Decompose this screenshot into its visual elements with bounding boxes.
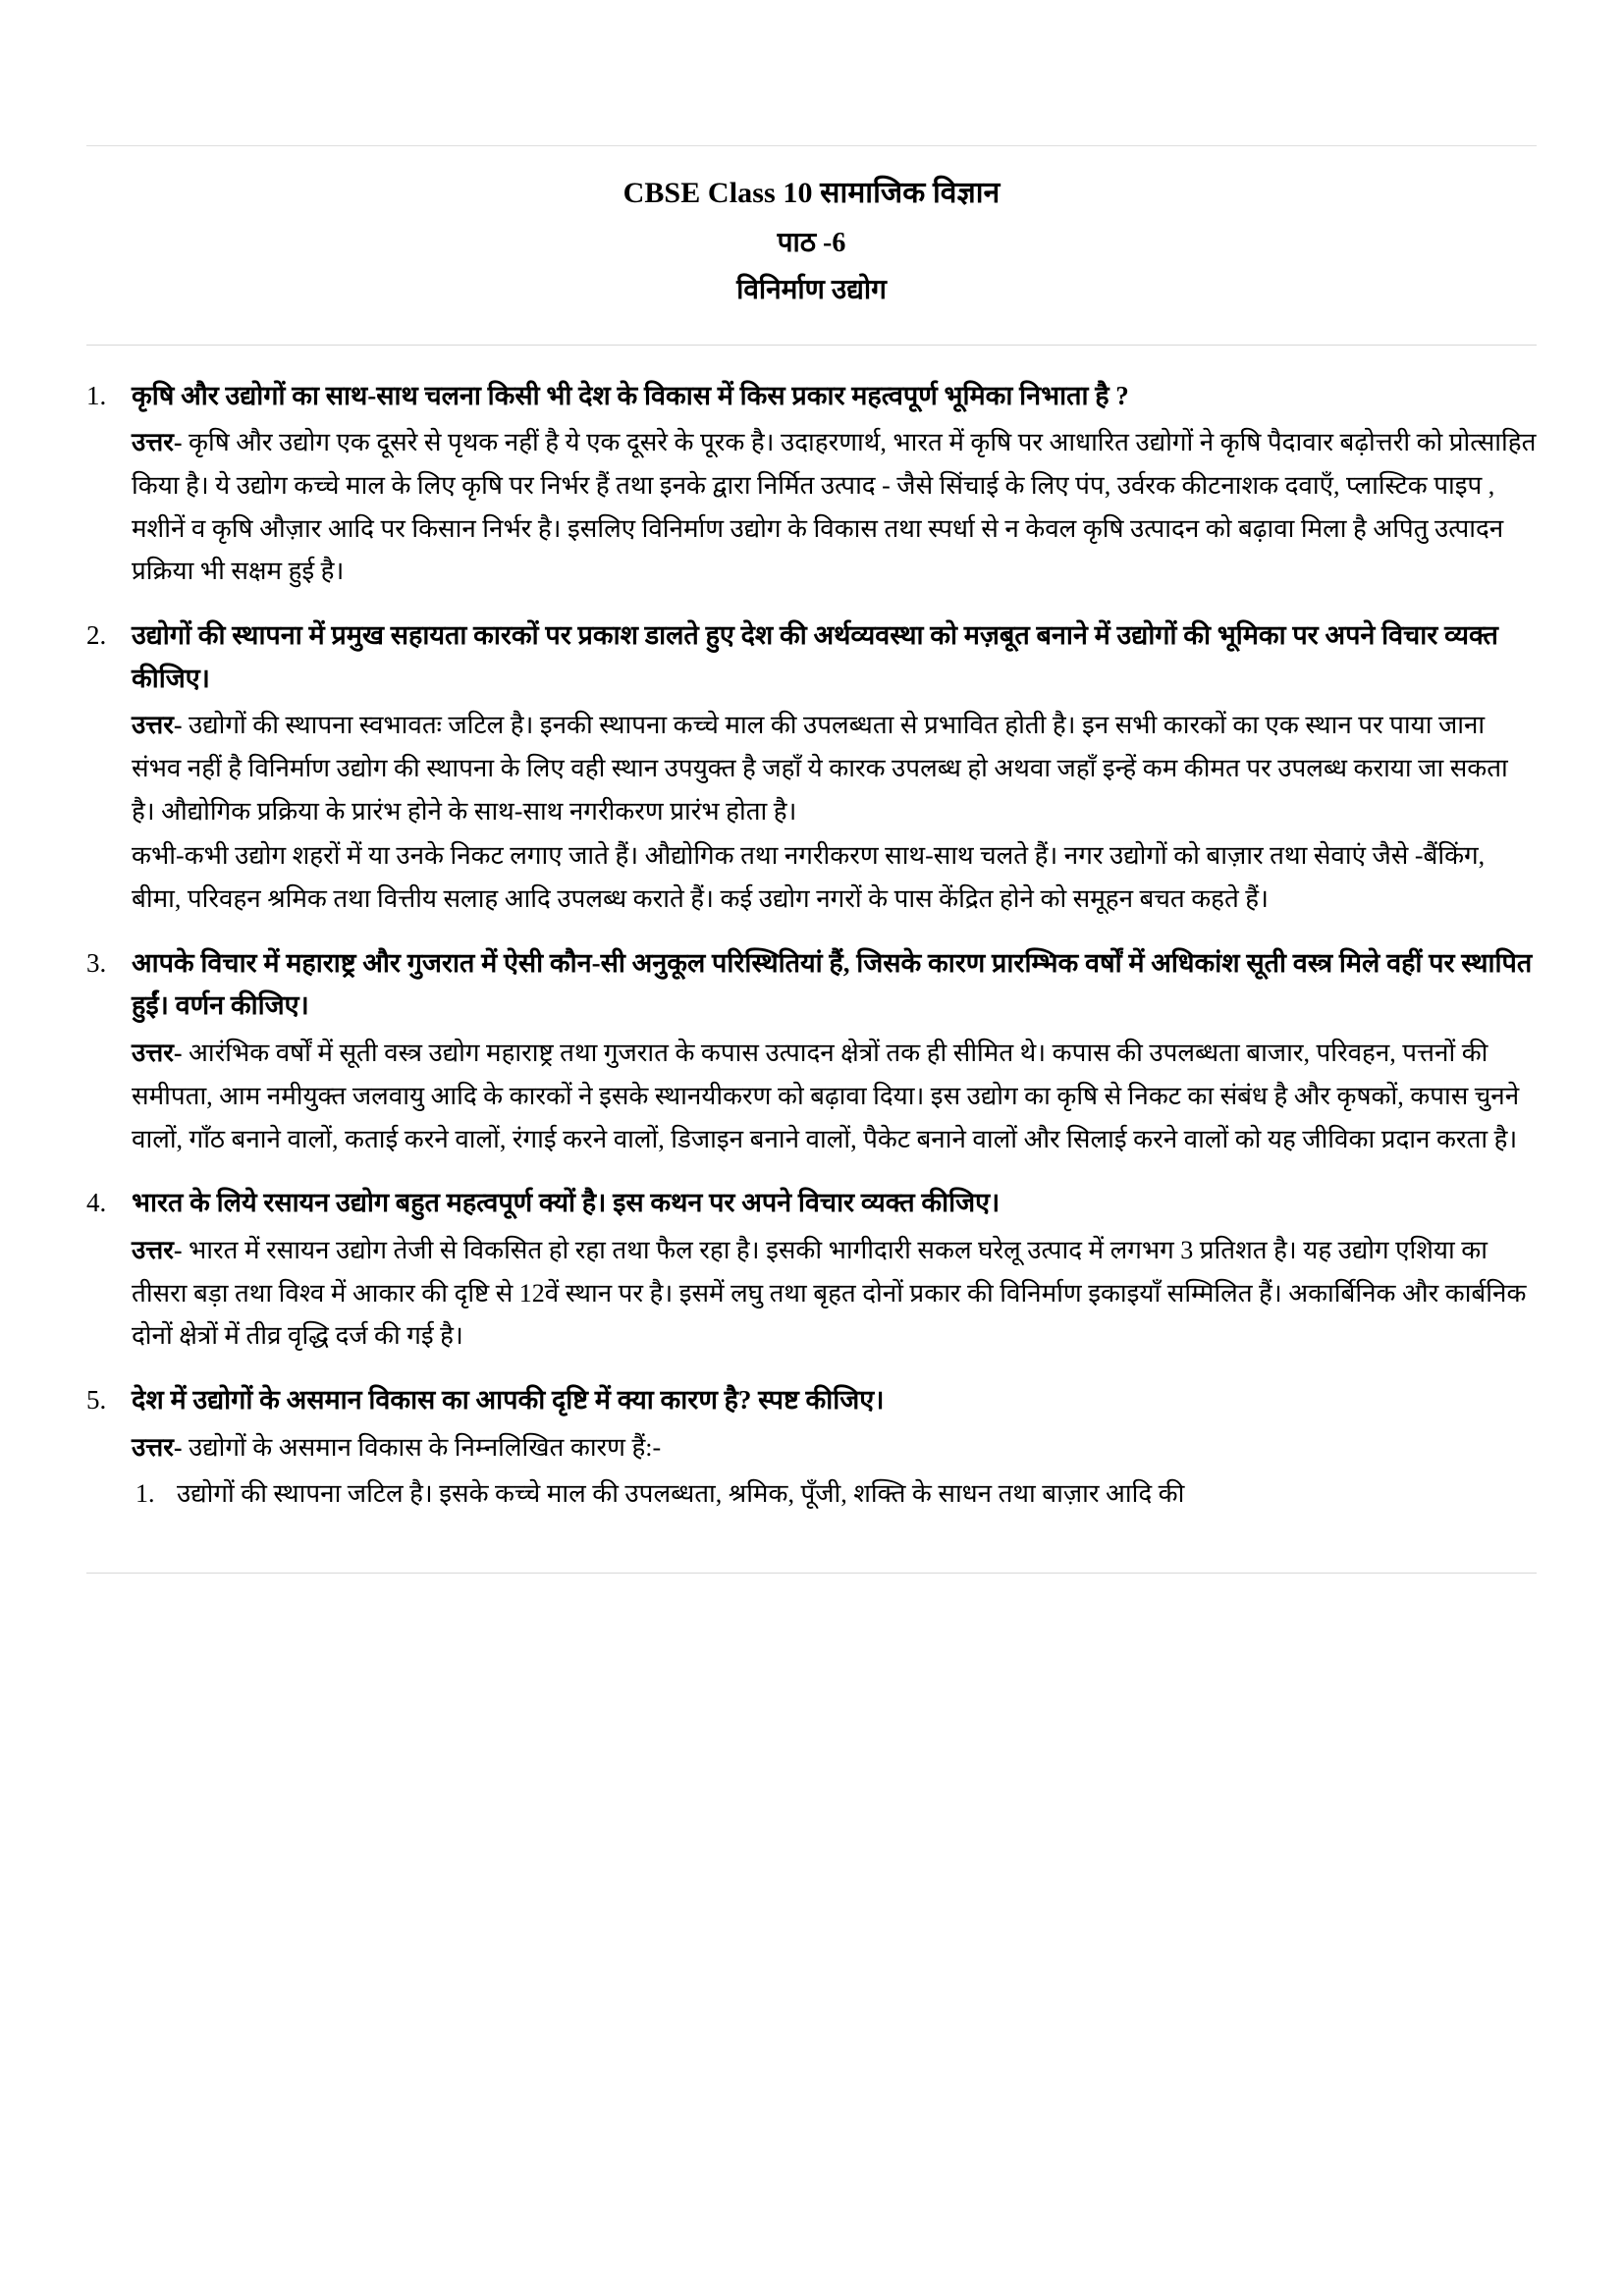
answer-text: कृषि और उद्योग एक दूसरे से पृथक नहीं है ये एक दूसरे के पूरक है। उदाहरणार्थ, भारत में कृषि पर आधारित उद्योगों ने कृषि पैदावार बढ़ोत्तरी को प्रोत्साहित किया है। ये उद्योग कच्चे माल के लिए कृषि पर निर्भर हैं तथा इनके द्वारा निर्मित उत्पाद - जैसे सिंचाई के लिए पंप, उर्वरक कीटनाशक दवाएँ, प्लास्टिक पाइप , मशीनें व कृषि औज़ार आदि पर किसान निर्भर है। इसलिए विनिर्माण उद्योग के विकास तथा स्पर्धा से न केवल कृषि उत्पादन को बढ़ावा मिला है अपितु उत्पादन प्रक्रिया भी सक्षम हुई है। — [132, 428, 1537, 586]
qa-item — [86, 375, 1537, 593]
page-bottom-divider — [86, 1573, 1537, 1574]
question-text: कृषि और उद्योगों का साथ-साथ चलना किसी भी देश के विकास में किस प्रकार महत्वपूर्ण भूमिका निभाता है ? — [132, 380, 1129, 410]
question-text: उद्योगों की स्थापना में प्रमुख सहायता कारकों पर प्रकाश डालते हुए देश की अर्थव्यवस्था को मज़बूत बनाने में उद्योगों की भूमिका पर अपने विचार व्यक्त कीजिए। — [132, 619, 1498, 693]
document-header — [86, 145, 1537, 346]
question-number: 1. — [86, 380, 107, 410]
question-text: देश में उद्योगों के असमान विकास का आपकी दृष्टि में क्या कारण है? स्पष्ट कीजिए। — [132, 1384, 885, 1415]
qa-item — [86, 1182, 1537, 1358]
answer-block — [132, 1426, 1537, 1516]
chapter-number: पाठ -6 — [777, 227, 846, 258]
answer-sub-list — [132, 1472, 1537, 1516]
answer-label: उत्तर- — [132, 1039, 183, 1068]
answer-label: उत्तर- — [132, 428, 183, 457]
qa-item — [86, 942, 1537, 1160]
qa-item — [86, 614, 1537, 921]
question-number: 4. — [86, 1188, 107, 1218]
page-title: CBSE Class 10 सामाजिक विज्ञान — [622, 177, 1001, 209]
answer-block — [132, 1229, 1537, 1358]
answer-label: उत्तर- — [132, 1432, 183, 1462]
answer-label: उत्तर- — [132, 711, 183, 740]
question-number: 3. — [86, 947, 107, 978]
answer-sub-item — [132, 1472, 1537, 1516]
chapter-name: विनिर्माण उद्योग — [736, 274, 887, 305]
answer-label: उत्तर- — [132, 1235, 183, 1264]
qa-item — [86, 1379, 1537, 1516]
answer-block — [132, 704, 1537, 920]
answer-text: आरंभिक वर्षों में सूती वस्त्र उद्योग महाराष्ट्र तथा गुजरात के कपास उत्पादन क्षेत्रों तक ही सीमित थे। कपास की उपलब्धता बाजार, परिवहन, पत्तनों की समीपता, आम नमीयुक्त जलवायु आदि के कारकों ने इसके स्थानयीकरण को बढ़ावा दिया। इस उद्योग का कृषि से निकट का संबंध है और कृषकों, कपास चुनने वालों, गाँठ बनाने वालों, कताई करने वालों, रंगाई करने वालों, डिजाइन बनाने वालों, पैकेट बनाने वालों और सिलाई करने वालों को यह जीविका प्रदान करता है। — [132, 1039, 1520, 1153]
answer-text: उद्योगों के असमान विकास के निम्नलिखित कारण हैं:- — [182, 1432, 662, 1462]
answer-paragraph — [132, 1426, 1537, 1469]
answer-text: उद्योगों की स्थापना स्वभावतः जटिल है। इनकी स्थापना कच्चे माल की उपलब्धता से प्रभावित होती है। इन सभी कारकों का एक स्थान पर पाया जाना संभव नहीं है विनिर्माण उद्योग की स्थापना के लिए वही स्थान उपयुक्त है जहाँ ये कारक उपलब्ध हो अथवा जहाँ इन्हें कम कीमत पर उपलब्ध कराया जा सकता है। औद्योगिक प्रक्रिया के प्रारंभ होने के साथ-साथ नगरीकरण प्रारंभ होता है। — [132, 711, 1508, 826]
answer-block — [132, 421, 1537, 593]
answer-block — [132, 1032, 1537, 1160]
question-answer-list — [86, 375, 1537, 1517]
header-bottom-divider — [86, 345, 1537, 346]
answer-paragraph — [132, 1032, 1537, 1160]
answer-paragraph — [132, 421, 1537, 593]
answer-text: भारत में रसायन उद्योग तेजी से विकसित हो रहा तथा फैल रहा है। इसकी भागीदारी सकल घरेलू उत्पाद में लगभग 3 प्रतिशत है। यह उद्योग एशिया का तीसरा बड़ा तथा विश्व में आकार की दृष्टि से 12वें स्थान पर है। इसमें लघु तथा बृहत दोनों प्रकार की विनिर्माण इकाइयाँ सम्मिलित हैं। अकार्बिनिक और कार्बनिक दोनों क्षेत्रों में तीव्र वृद्धि दर्ज की गई है। — [132, 1235, 1527, 1351]
question-text: आपके विचार में महाराष्ट्र और गुजरात में ऐसी कौन-सी अनुकूल परिस्थितियां हैं, जिसके कारण प्रारम्भिक वर्षों में अधिकांश सूती वस्त्र मिले वहीं पर स्थापित हुईं। वर्णन कीजिए। — [132, 947, 1533, 1021]
sub-item-number: 1. — [135, 1479, 155, 1509]
question-text: भारत के लिये रसायन उद्योग बहुत महत्वपूर्ण क्यों है। इस कथन पर अपने विचार व्यक्त कीजिए। — [132, 1188, 1001, 1218]
sub-item-text: उद्योगों की स्थापना जटिल है। इसके कच्चे माल की उपलब्धता, श्रमिक, पूँजी, शक्ति के साधन तथा बाज़ार आदि की — [177, 1479, 1185, 1509]
question-number: 2. — [86, 619, 107, 650]
answer-paragraph — [132, 1229, 1537, 1358]
answer-paragraph — [132, 704, 1537, 832]
answer-paragraph: कभी-कभी उद्योग शहरों में या उनके निकट लगाए जाते हैं। औद्योगिक तथा नगरीकरण साथ-साथ चलते हैं। नगर उद्योगों को बाज़ार तथा सेवाएं जैसे -बैंकिंग, बीमा, परिवहन श्रमिक तथा वित्तीय सलाह आदि उपलब्ध कराते हैं। कई उद्योग नगरों के पास केंद्रित होने को समूहन बचत कहते हैं। — [132, 841, 1486, 914]
question-number: 5. — [86, 1384, 107, 1415]
